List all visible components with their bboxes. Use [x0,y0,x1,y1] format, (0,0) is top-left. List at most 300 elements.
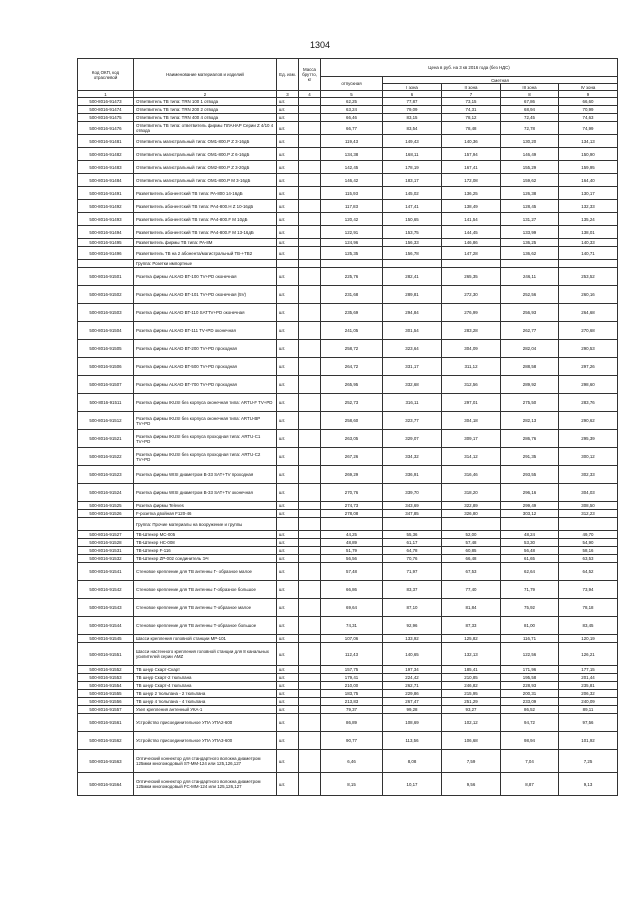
price-cell: 323,77 [383,412,442,430]
name-cell: Розетка фирмы IKUSI без корпуса проходная типа: ARTU-C1 TV+PD [134,430,277,448]
mass-cell [299,539,321,547]
price-cell: 135,24 [559,213,618,226]
price-cell: 289,81 [383,286,442,304]
price-cell: 136,62 [501,247,559,260]
table-row [78,531,618,539]
table-row [78,322,618,340]
code-cell: 500-8016-91556 [78,698,134,706]
name-cell: Ответвитель магистральный типа: ОМ2-800.Р Z 3-20дБ [134,161,277,174]
price-cell: 63,24 [321,106,383,114]
table-row [78,148,618,161]
table-row [78,706,618,714]
unit-cell: шт. [277,599,299,617]
price-cell: 83,37 [383,581,442,599]
unit-cell: шт. [277,666,299,674]
mass-cell [299,466,321,484]
price-cell: 146,49 [501,148,559,161]
price-cell: 260,16 [559,286,618,304]
price-cell: 283,76 [559,394,618,412]
unit-cell: шт. [277,563,299,581]
unit-cell: шт. [277,122,299,135]
price-cell: 210,00 [321,682,383,690]
code-cell: 500-8016-91545 [78,635,134,643]
mass-cell [299,98,321,106]
header-estimate: Сметная [383,77,618,84]
code-cell: 500-8016-91532 [78,555,134,563]
price-cell: 132,13 [442,643,501,666]
price-cell: 140,33 [559,239,618,247]
price-cell: 48,24 [501,531,559,539]
price-cell: 289,92 [501,376,559,394]
price-cell: 241,05 [321,322,383,340]
header-zone-3: III зона [501,84,559,91]
price-cell: 8,08 [383,750,442,773]
price-cell: 133,99 [501,226,559,239]
empty-cell [299,518,321,531]
code-cell: 500-8016-91504 [78,322,134,340]
price-cell: 122,91 [321,226,383,239]
unit-cell: шт. [277,643,299,666]
price-cell: 57,48 [321,563,383,581]
code-cell: 500-8016-91521 [78,430,134,448]
price-cell: 140,71 [559,247,618,260]
price-cell: 312,23 [559,510,618,518]
price-cell: 69,64 [321,599,383,617]
price-cell: 9,56 [442,773,501,796]
price-cell: 304,09 [442,340,501,358]
price-cell: 56,56 [321,555,383,563]
table-row [78,635,618,643]
price-cell: 323,64 [383,340,442,358]
name-cell: Розетка фирмы ALKAD BT-200 TV+PD проходная [134,340,277,358]
unit-cell: шт. [277,114,299,122]
price-cell: 297,26 [559,358,618,376]
table-row [78,304,618,322]
code-cell: 500-8016-91483 [78,161,134,174]
price-cell: 83,54 [383,122,442,135]
price-cell: 134,13 [559,135,618,148]
price-cell: 83,45 [559,617,618,635]
table-row [78,674,618,682]
mass-cell [299,502,321,510]
name-cell: Шасси настенного крепления головной станции для 8 канальных усилителей серии AMZ [134,643,277,666]
mass-cell [299,122,321,135]
price-cell: 77,40 [442,581,501,599]
empty-cell [383,260,442,268]
price-cell: 106,68 [442,732,501,750]
table-row [78,174,618,187]
price-cell: 167,41 [442,161,501,174]
price-cell: 73,15 [442,98,501,106]
price-cell: 78,48 [442,122,501,135]
price-cell: 343,69 [383,502,442,510]
price-cell: 233,09 [501,698,559,706]
price-cell: 267,47 [383,698,442,706]
mass-cell [299,510,321,518]
price-cell: 336,91 [383,466,442,484]
mass-cell [299,358,321,376]
price-cell: 156,33 [383,239,442,247]
price-cell: 301,54 [383,322,442,340]
mass-cell [299,581,321,599]
price-cell: 52,00 [442,531,501,539]
price-cell: 229,86 [383,690,442,698]
mass-cell [299,617,321,635]
column-number: 3 [277,91,299,98]
name-cell: ТВ-Штекер F-116 [134,547,277,555]
price-cell: 201,44 [559,674,618,682]
unit-cell: шт. [277,304,299,322]
unit-cell: шт. [277,502,299,510]
mass-cell [299,304,321,322]
unit-cell: шт. [277,174,299,187]
table-row [78,714,618,732]
code-cell: 500-8016-91544 [78,617,134,635]
price-cell: 300,12 [559,448,618,466]
price-cell: 93,27 [442,706,501,714]
price-cell: 302,33 [559,466,618,484]
price-cell: 322,89 [442,502,501,510]
name-cell: Разветвитель ТВ на 2 абонента/магистральный ТВ-+ТВ2 [134,247,277,260]
price-cell: 231,68 [321,286,383,304]
code-cell: 500-8016-91562 [78,732,134,750]
unit-cell: шт. [277,394,299,412]
group-code-cell [78,260,134,268]
price-cell: 258,60 [321,412,383,430]
price-cell: 262,77 [501,322,559,340]
empty-cell [321,260,383,268]
code-cell: 500-8016-91511 [78,394,134,412]
mass-cell [299,599,321,617]
price-cell: 155,29 [501,161,559,174]
unit-cell: шт. [277,547,299,555]
unit-cell: шт. [277,466,299,484]
mass-cell [299,563,321,581]
price-cell: 312,56 [442,376,501,394]
mass-cell [299,750,321,773]
price-cell: 270,76 [321,484,383,502]
price-cell: 56,48 [501,547,559,555]
empty-cell [383,518,442,531]
empty-cell [559,518,618,531]
price-cell: 81,00 [501,617,559,635]
price-cell: 130,17 [559,187,618,200]
price-cell: 119,43 [321,135,383,148]
price-cell: 293,55 [501,466,559,484]
name-cell: Розетка фирмы ALKAD BT-101 TV+PD оконечная (5V) [134,286,277,304]
price-cell: 66,46 [321,114,383,122]
price-cell: 130,20 [501,135,559,148]
code-cell: 500-8016-91494 [78,226,134,239]
price-cell: 79,37 [321,706,383,714]
code-cell: 500-8016-91528 [78,539,134,547]
price-cell: 297,01 [442,394,501,412]
price-cell: 72,78 [501,122,559,135]
price-cell: 92,96 [383,617,442,635]
price-cell: 318,20 [442,484,501,502]
mass-cell [299,732,321,750]
unit-cell: шт. [277,581,299,599]
table-row [78,732,618,750]
price-cell: 132,33 [559,200,618,213]
table-row [78,510,618,518]
name-cell: Ответвитель магистральный типа: ОМ1-800.Р М 3-16дБ [134,174,277,187]
price-cell: 145,02 [383,187,442,200]
name-cell: ТВ шнур 4 тюльпана - 4 тюльпана [134,698,277,706]
price-cell: 329,07 [383,430,442,448]
price-cell: 67,86 [501,98,559,106]
table-row [78,539,618,547]
price-cell: 90,77 [321,732,383,750]
mass-cell [299,340,321,358]
unit-cell: шт. [277,135,299,148]
price-cell: 125,82 [442,635,501,643]
price-cell: 253,52 [559,268,618,286]
price-cell: 150,90 [559,148,618,161]
code-cell: 500-8016-91492 [78,200,134,213]
table-row [78,98,618,106]
mass-cell [299,161,321,174]
mass-cell [299,773,321,796]
price-cell: 183,75 [321,690,383,698]
unit-cell: шт. [277,732,299,750]
unit-cell: шт. [277,98,299,106]
name-cell: Стеновое крепление для ТВ антенны Г-образное большое [134,581,277,599]
code-cell: 500-8016-91563 [78,750,134,773]
name-cell: Разветвитель абонентский ТВ типа: РА-800 14-16дБ [134,187,277,200]
price-cell: 68,94 [501,106,559,114]
table-row [78,340,618,358]
name-cell: Разветвитель абонентский ТВ типа: РА4-800.F М 10дБ [134,213,277,226]
table-row [78,773,618,796]
price-cell: 66,77 [321,122,383,135]
page-number: 1304 [309,40,331,50]
unit-cell: шт. [277,773,299,796]
price-cell: 7,04 [501,750,559,773]
table-row [78,239,618,247]
price-cell: 61,65 [501,555,559,563]
name-cell: Розетка фирмы IKUSI без корпуса проходная типа: ARTU-C2 TV+PD [134,448,277,466]
name-cell: ТВ шнур Скарт-4 тюльпана [134,682,277,690]
code-cell: 500-8016-91496 [78,247,134,260]
name-cell: Устройство присоединительное УПА УПА2-600 [134,714,277,732]
code-cell: 500-8016-91561 [78,714,134,732]
mass-cell [299,412,321,430]
price-cell: 138,01 [559,226,618,239]
price-cell: 274,73 [321,502,383,510]
mass-cell [299,531,321,539]
price-cell: 71,97 [383,563,442,581]
price-cell: 67,53 [442,563,501,581]
price-cell: 112,43 [321,643,383,666]
price-cell: 291,35 [501,448,559,466]
code-cell: 500-8016-91543 [78,599,134,617]
price-cell: 251,29 [442,698,501,706]
table-row [78,286,618,304]
price-cell: 54,90 [559,539,618,547]
name-cell: Розетка фирмы WISI диаметром В-33 SAT+TV проходная [134,466,277,484]
code-cell: 500-8016-91506 [78,358,134,376]
table-row [78,690,618,698]
price-cell: 159,95 [559,161,618,174]
price-cell: 347,85 [383,510,442,518]
mass-cell [299,666,321,674]
name-cell: Розетка фирмы Televes [134,502,277,510]
price-cell: 131,27 [501,213,559,226]
mass-cell [299,682,321,690]
price-cell: 235,81 [559,682,618,690]
unit-cell: шт. [277,376,299,394]
price-cell: 252,56 [501,286,559,304]
price-cell: 125,35 [321,247,383,260]
price-cell: 263,05 [321,430,383,448]
price-cell: 270,68 [559,322,618,340]
mass-cell [299,643,321,666]
price-cell: 126,21 [559,643,618,666]
table-row [78,599,618,617]
price-cell: 8,15 [321,773,383,796]
price-cell: 332,68 [383,376,442,394]
price-cell: 294,84 [383,304,442,322]
mass-cell [299,187,321,200]
price-cell: 278,08 [321,510,383,518]
price-cell: 136,25 [442,187,501,200]
name-cell: Ответвитель ТВ типа: TRN 100 1 отвода [134,98,277,106]
unit-cell: шт. [277,340,299,358]
price-cell: 309,17 [442,430,501,448]
price-cell: 147,28 [442,247,501,260]
price-cell: 267,26 [321,448,383,466]
price-cell: 156,78 [383,247,442,260]
header-zone-2: II зона [442,84,501,91]
header-unit: Ед. изм. [277,59,299,91]
price-cell: 256,93 [501,304,559,322]
price-cell: 75,92 [501,599,559,617]
table-row [78,106,618,114]
price-cell: 79,09 [383,106,442,114]
price-cell: 128,45 [501,200,559,213]
price-cell: 298,60 [559,376,618,394]
table-row [78,466,618,484]
unit-cell: шт. [277,322,299,340]
price-cell: 61,17 [383,539,442,547]
name-cell: Розетка фирмы ALKAD BT-111 TV+PD оконечная [134,322,277,340]
name-cell: ТВ-Штекер НС-008 [134,539,277,547]
unit-cell: шт. [277,539,299,547]
price-cell: 149,43 [383,135,442,148]
price-cell: 62,25 [321,98,383,106]
table-header [78,59,618,98]
price-cell: 66,86 [321,581,383,599]
price-cell: 44,25 [321,531,383,539]
price-cell: 283,28 [442,322,501,340]
table-row [78,268,618,286]
unit-cell: шт. [277,682,299,690]
table-row [78,412,618,430]
code-cell: 500-8016-91481 [78,135,134,148]
mass-cell [299,690,321,698]
code-cell: 500-8016-91553 [78,674,134,682]
price-cell: 171,96 [501,666,559,674]
mass-cell [299,268,321,286]
code-cell: 500-8016-91503 [78,304,134,322]
table-row [78,484,618,502]
price-cell: 269,29 [321,466,383,484]
name-cell: ТВ-Штекер ZP-002 соединитель ЭЧ [134,555,277,563]
price-cell: 78,12 [442,114,501,122]
code-cell: 500-8016-91484 [78,174,134,187]
name-cell: Розетка фирмы WISI диаметром В-33 SAT+TV оконечная [134,484,277,502]
table-row [78,698,618,706]
price-cell: 97,56 [559,714,618,732]
table-row [78,247,618,260]
table-row [78,502,618,510]
unit-cell: шт. [277,412,299,430]
price-cell: 314,12 [442,448,501,466]
price-cell: 74,63 [559,114,618,122]
group-row [78,518,618,531]
empty-cell [501,260,559,268]
column-number: 6 [383,91,442,98]
table-row [78,358,618,376]
unit-cell: шт. [277,674,299,682]
code-cell: 500-8016-91507 [78,376,134,394]
name-cell: Разветвитель абонентский ТВ типа: РА4-800.Н Z 10-16дБ [134,200,277,213]
price-cell: 60,85 [442,547,501,555]
price-cell: 141,54 [442,213,501,226]
price-cell: 72,45 [501,114,559,122]
price-cell: 185,41 [442,666,501,674]
price-cell: 311,12 [442,358,501,376]
price-cell: 334,32 [383,448,442,466]
price-cell: 74,31 [442,106,501,114]
code-cell: 500-8016-91542 [78,581,134,599]
unit-cell: шт. [277,213,299,226]
price-cell: 66,60 [559,98,618,106]
header-price: Цена в руб. на 3 кв 2016 года (без НДС) [321,59,618,77]
mass-cell [299,674,321,682]
price-cell: 164,40 [559,174,618,187]
price-cell: 177,15 [559,666,618,674]
table-row [78,114,618,122]
header-code: Код ОКП, код отраслевой [78,59,134,91]
name-cell: Розетка фирмы ALKAD BT-100 TV+PD оконечная [134,268,277,286]
price-cell: 224,42 [383,674,442,682]
price-cell: 264,68 [559,304,618,322]
price-cell: 87,10 [383,599,442,617]
unit-cell: шт. [277,750,299,773]
price-cell: 288,58 [501,358,559,376]
mass-cell [299,226,321,239]
price-cell: 57,48 [442,539,501,547]
price-cell: 290,53 [559,340,618,358]
name-cell: ТВ шнур 2 тюльпана - 2 тюльпана [134,690,277,698]
price-cell: 74,99 [559,122,618,135]
price-cell: 147,41 [383,200,442,213]
price-cell: 210,85 [442,674,501,682]
mass-cell [299,106,321,114]
code-cell: 500-8016-91495 [78,239,134,247]
empty-cell [321,518,383,531]
code-cell: 500-8016-91554 [78,682,134,690]
table-row [78,213,618,226]
price-cell: 296,16 [501,484,559,502]
table-row [78,122,618,135]
price-cell: 8,87 [501,773,559,796]
empty-cell [442,518,501,531]
mass-cell [299,213,321,226]
price-cell: 316,46 [442,466,501,484]
